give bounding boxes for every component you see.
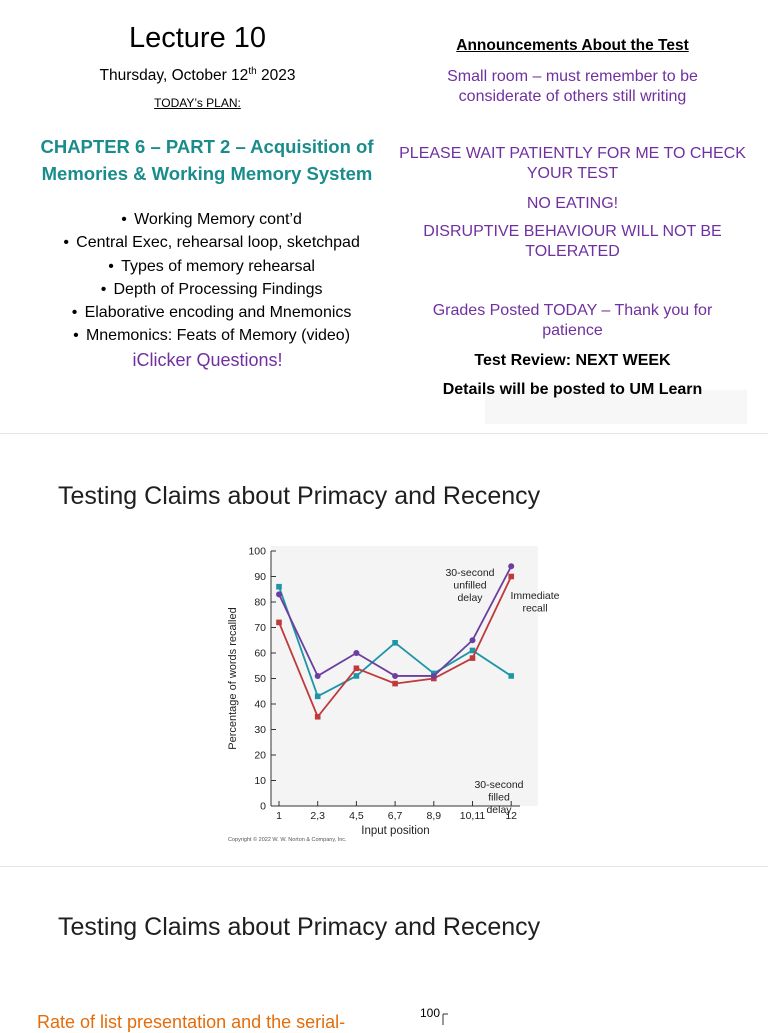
data-point xyxy=(276,620,282,626)
chapter-heading-line1: CHAPTER 6 – PART 2 – Acquisition of xyxy=(40,136,374,157)
lecture-date xyxy=(30,66,365,85)
x-tick-label: 10,11 xyxy=(459,810,486,822)
announcement-line: PLEASE WAIT PATIENTLY FOR ME TO CHECK xyxy=(399,145,746,162)
plan-bullet-text: Depth of Processing Findings xyxy=(113,280,323,298)
data-point xyxy=(392,673,398,679)
y-tick-label: 50 xyxy=(254,673,266,685)
data-point xyxy=(276,591,282,597)
y-axis-label: Percentage of words recalled xyxy=(227,607,239,750)
data-point xyxy=(508,574,514,580)
slide-lecture-plan xyxy=(0,0,768,432)
announcement-line: YOUR TEST xyxy=(526,165,619,182)
y-tick-label: 20 xyxy=(254,749,266,762)
announcement-disruptive xyxy=(390,222,755,262)
date-year: 2023 xyxy=(256,67,296,85)
data-point xyxy=(353,650,359,656)
series-annotation: 30-second xyxy=(445,567,495,579)
y-tick-label: 30 xyxy=(254,724,266,736)
x-tick-label: 4,5 xyxy=(349,810,364,822)
plan-bullet-text: Mnemonics: Feats of Memory (video) xyxy=(85,327,351,345)
y-tick-label: 60 xyxy=(254,647,266,660)
iclicker-questions: iClicker Questions! xyxy=(132,350,283,370)
lecture-title: Lecture 10 xyxy=(128,22,267,54)
plan-bullet xyxy=(38,278,378,301)
plan-bullet xyxy=(38,231,378,254)
test-review-note: Test Review: NEXT WEEK xyxy=(474,352,671,369)
data-point xyxy=(315,673,321,679)
x-axis-label: Input position xyxy=(361,825,430,837)
data-point xyxy=(315,694,321,700)
series-annotation: Immediate xyxy=(510,590,560,602)
x-tick-label: 1 xyxy=(276,810,282,822)
plan-bullet xyxy=(38,255,378,278)
data-point xyxy=(470,637,476,643)
y-tick-label: 40 xyxy=(254,698,266,711)
series-annotation: delay xyxy=(457,592,483,604)
series-annotation: filled xyxy=(488,791,510,804)
partial-chart xyxy=(410,995,490,1025)
x-tick-label: 12 xyxy=(505,810,518,822)
announcement-line: Small room – must remember to be xyxy=(447,68,698,85)
x-tick-label: 8,9 xyxy=(426,810,442,822)
partial-y-tick-label: 100 xyxy=(420,1006,441,1020)
data-point xyxy=(470,655,476,661)
bullet-icon: • xyxy=(108,257,114,275)
series-annotation: 30-second xyxy=(474,779,524,791)
announcement-wait-patiently xyxy=(390,144,755,184)
announcement-line: patience xyxy=(542,322,603,339)
x-tick-label: 6,7 xyxy=(387,810,403,822)
plan-bullet-text: Elaborative encoding and Mnemonics xyxy=(84,304,352,322)
data-point xyxy=(354,673,360,679)
bullet-icon: • xyxy=(63,234,69,252)
plan-bullet xyxy=(38,208,378,231)
data-point xyxy=(392,681,398,687)
y-tick-label: 80 xyxy=(254,596,266,609)
announcement-line: considerate of others still writing xyxy=(458,88,687,105)
y-tick-label: 0 xyxy=(260,800,266,813)
plan-bullet-text: Types of memory rehearsal xyxy=(121,257,315,275)
plan-bullet xyxy=(38,324,378,347)
chapter-heading-line2: Memories & Working Memory System xyxy=(41,163,373,184)
data-point xyxy=(276,584,282,590)
slide-title: Testing Claims about Primacy and Recency xyxy=(58,482,541,510)
series-annotation: delay xyxy=(486,804,512,816)
data-point xyxy=(508,563,514,569)
data-point xyxy=(392,640,398,646)
data-point xyxy=(315,714,321,720)
series-annotation: unfilled xyxy=(453,579,487,592)
series-annotation: recall xyxy=(522,602,548,615)
bullet-icon: • xyxy=(73,327,79,345)
data-point xyxy=(354,666,360,672)
announcement-small-room xyxy=(390,67,755,107)
serial-position-chart xyxy=(222,534,560,854)
announcements-heading: Announcements About the Test xyxy=(456,37,689,54)
plan-bullet-text: Working Memory cont’d xyxy=(134,211,302,228)
y-tick-label: 90 xyxy=(254,571,266,583)
announcement-line: Grades Posted TODAY – Thank you for xyxy=(432,302,713,319)
y-tick-label: 10 xyxy=(254,775,266,787)
plan-bullet-text: Central Exec, rehearsal loop, sketchpad xyxy=(76,234,360,252)
chapter-heading xyxy=(22,133,392,187)
todays-plan-label: TODAY’s PLAN: xyxy=(154,96,241,110)
x-tick-label: 2,3 xyxy=(310,810,326,822)
y-tick-label: 70 xyxy=(254,622,266,634)
copyright-note: Copyright © 2022 W. W. Norton & Company, Inc. xyxy=(228,837,347,843)
date-text: Thursday, October 12 xyxy=(99,67,249,85)
y-tick-label: 100 xyxy=(248,545,266,558)
announcement-line: DISRUPTIVE BEHAVIOUR WILL NOT BE xyxy=(423,223,722,240)
slide-primacy-recency-chart xyxy=(0,433,768,866)
rate-of-presentation-text: Rate of list presentation and the serial- xyxy=(37,1012,346,1032)
slide-title: Testing Claims about Primacy and Recency xyxy=(58,913,541,941)
um-learn-note: Details will be posted to UM Learn xyxy=(442,381,703,398)
announcement-line: TOLERATED xyxy=(525,243,620,260)
bullet-icon: • xyxy=(100,280,107,298)
bullet-icon: • xyxy=(71,304,78,322)
plan-bullet-list xyxy=(38,208,378,348)
slide-primacy-recency-rate xyxy=(0,866,768,1032)
date-ordinal: th xyxy=(248,66,257,77)
bullet-icon: • xyxy=(121,211,127,228)
plan-bullet xyxy=(38,301,378,324)
data-point xyxy=(508,673,514,679)
announcement-grades-posted xyxy=(390,301,755,341)
data-point xyxy=(431,673,437,679)
announcement-no-eating: NO EATING! xyxy=(526,195,619,212)
